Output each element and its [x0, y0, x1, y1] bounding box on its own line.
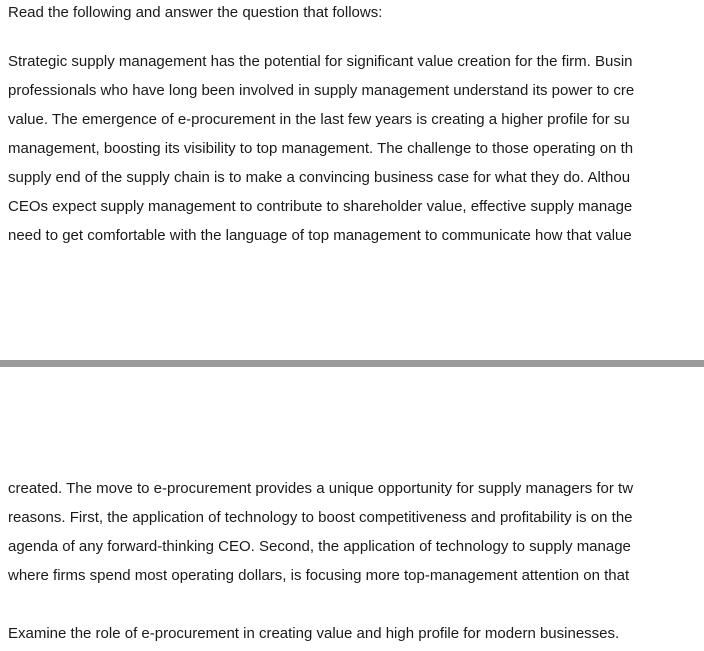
question-text: Examine the role of e-procurement in creating value and high profile for modern businesses.	[8, 625, 620, 642]
passage-line: Strategic supply management has the potential for significant value creation for the firm. Busin	[8, 53, 633, 70]
passage-line: professionals who have long been involved in supply management understand its power to cre	[8, 82, 635, 99]
passage-line: need to get comfortable with the language of top management to communicate how that value	[8, 227, 632, 244]
passage-line: management, boosting its visibility to top management. The challenge to those operating on th	[8, 140, 634, 157]
page-divider	[0, 360, 704, 367]
passage-line: CEOs expect supply management to contribute to shareholder value, effective supply manage	[8, 198, 633, 215]
passage-line: supply end of the supply chain is to make a convincing business case for what they do. Althou	[8, 169, 631, 186]
passage-line: reasons. First, the application of technology to boost competitiveness and profitability is on the	[8, 509, 633, 526]
passage-line: created. The move to e-procurement provides a unique opportunity for supply managers for tw	[8, 480, 634, 497]
prompt-text: Read the following and answer the question that follows:	[8, 4, 383, 21]
passage-line: value. The emergence of e-procurement in the last few years is creating a higher profile for su	[8, 111, 630, 128]
passage-line: where firms spend most operating dollars, is focusing more top-management attention on that	[8, 567, 630, 584]
passage-line: agenda of any forward-thinking CEO. Second, the application of technology to supply manage	[8, 538, 631, 555]
